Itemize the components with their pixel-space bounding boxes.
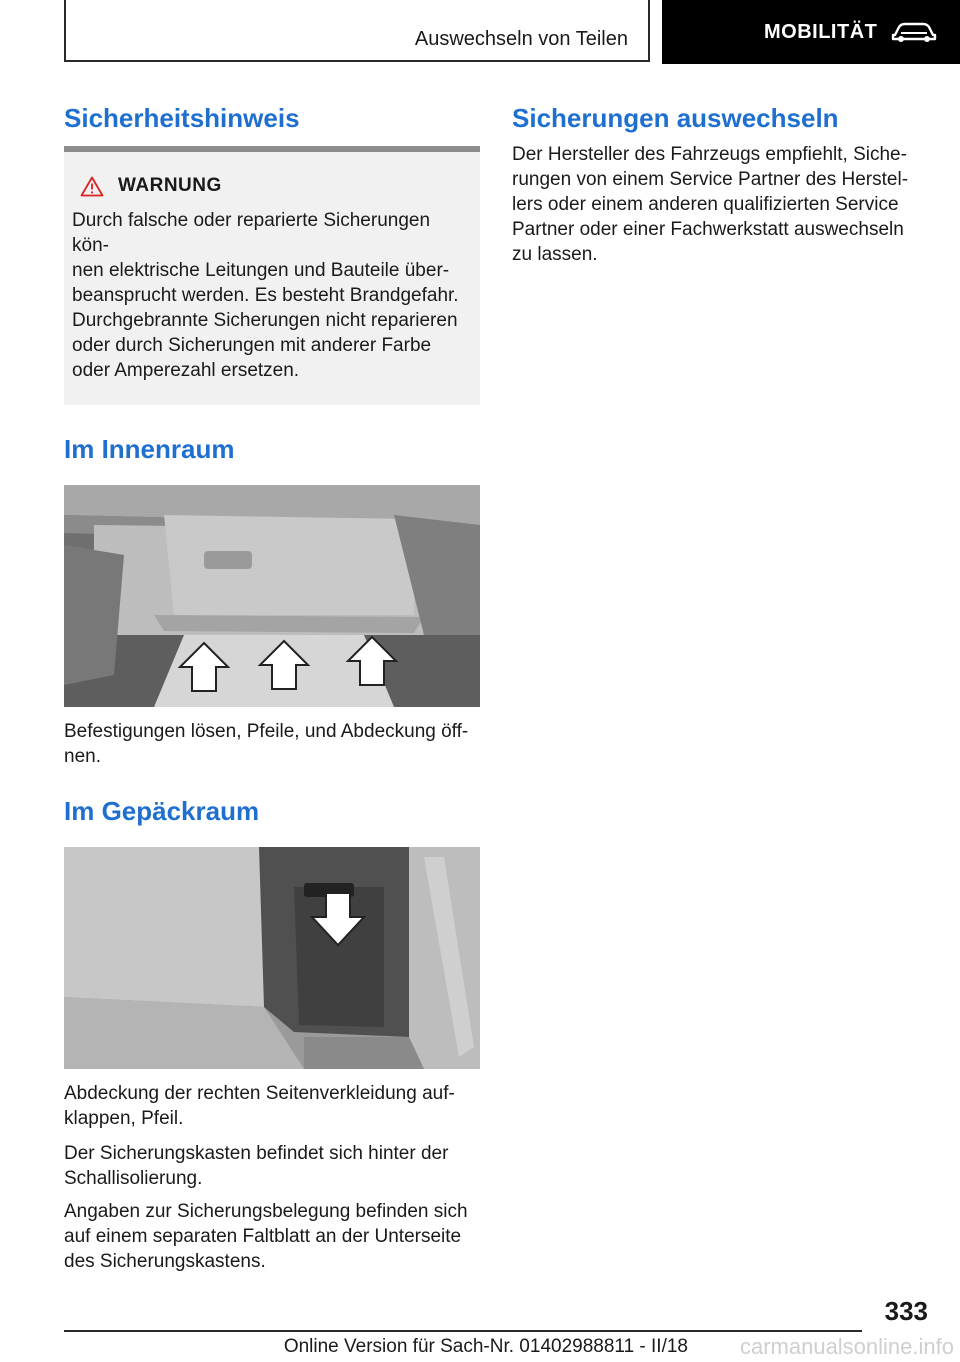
- paragraph-replace-fuses: Der Hersteller des Fahrzeugs empfiehlt, Siche- rungen von einem Service Partner des Herstel- lers oder einem anderen qualifizierten Service Partner oder einer Fachwerkstatt auswechseln zu lassen.: [512, 144, 909, 265]
- online-version-text: Online Version für Sach-Nr. 01402988811 - II/18: [283, 1336, 688, 1357]
- paragraph-info: Angaben zur Sicherungsbelegung befinden sich auf einem separaten Faltblatt an der Unterseite des Sicherungskastens.: [64, 1201, 468, 1272]
- footer-rule: [64, 1330, 862, 1332]
- warning-triangle-icon: [80, 176, 104, 197]
- caption-luggage: Abdeckung der rechten Seitenverkleidung auf- klappen, Pfeil.: [64, 1083, 455, 1129]
- header-tab: [64, 0, 650, 62]
- warning-title-row: [80, 170, 472, 202]
- header-section-title: Auswechseln von Teilen: [414, 28, 628, 50]
- page-number: 333: [884, 1296, 928, 1326]
- warning-text: Durch falsche oder reparierte Sicherungen kön- nen elektrische Leitungen und Bauteile über- beansprucht werden. Es besteht Brandgefahr. Durchgebrannte Sicherungen nicht reparieren oder durch Sicherungen mit anderer Farbe oder Amperezahl ersetzen.: [72, 210, 459, 381]
- header-chapter: [662, 0, 960, 64]
- luggage-photo: [64, 847, 480, 1069]
- left-column: [64, 96, 480, 1274]
- watermark: carmanualsonline.info: [739, 1334, 954, 1359]
- paragraph-location: Der Sicherungskasten befindet sich hinter der Schallisolierung.: [64, 1143, 449, 1189]
- heading-interior: Im Innenraum: [64, 434, 235, 464]
- interior-photo: [64, 485, 480, 707]
- heading-luggage: Im Gepäckraum: [64, 796, 260, 826]
- warning-title: WARNUNG: [118, 175, 222, 196]
- right-column: [512, 96, 912, 267]
- car-icon: [891, 21, 937, 43]
- warning-box: [64, 152, 480, 405]
- caption-interior: Befestigungen lösen, Pfeile, und Abdeckung öff- nen.: [64, 721, 469, 767]
- heading-safety: Sicherheitshinweis: [64, 103, 300, 133]
- heading-replace-fuses: Sicherungen auswechseln: [512, 103, 839, 133]
- chapter-title: MOBILITÄT: [764, 20, 878, 43]
